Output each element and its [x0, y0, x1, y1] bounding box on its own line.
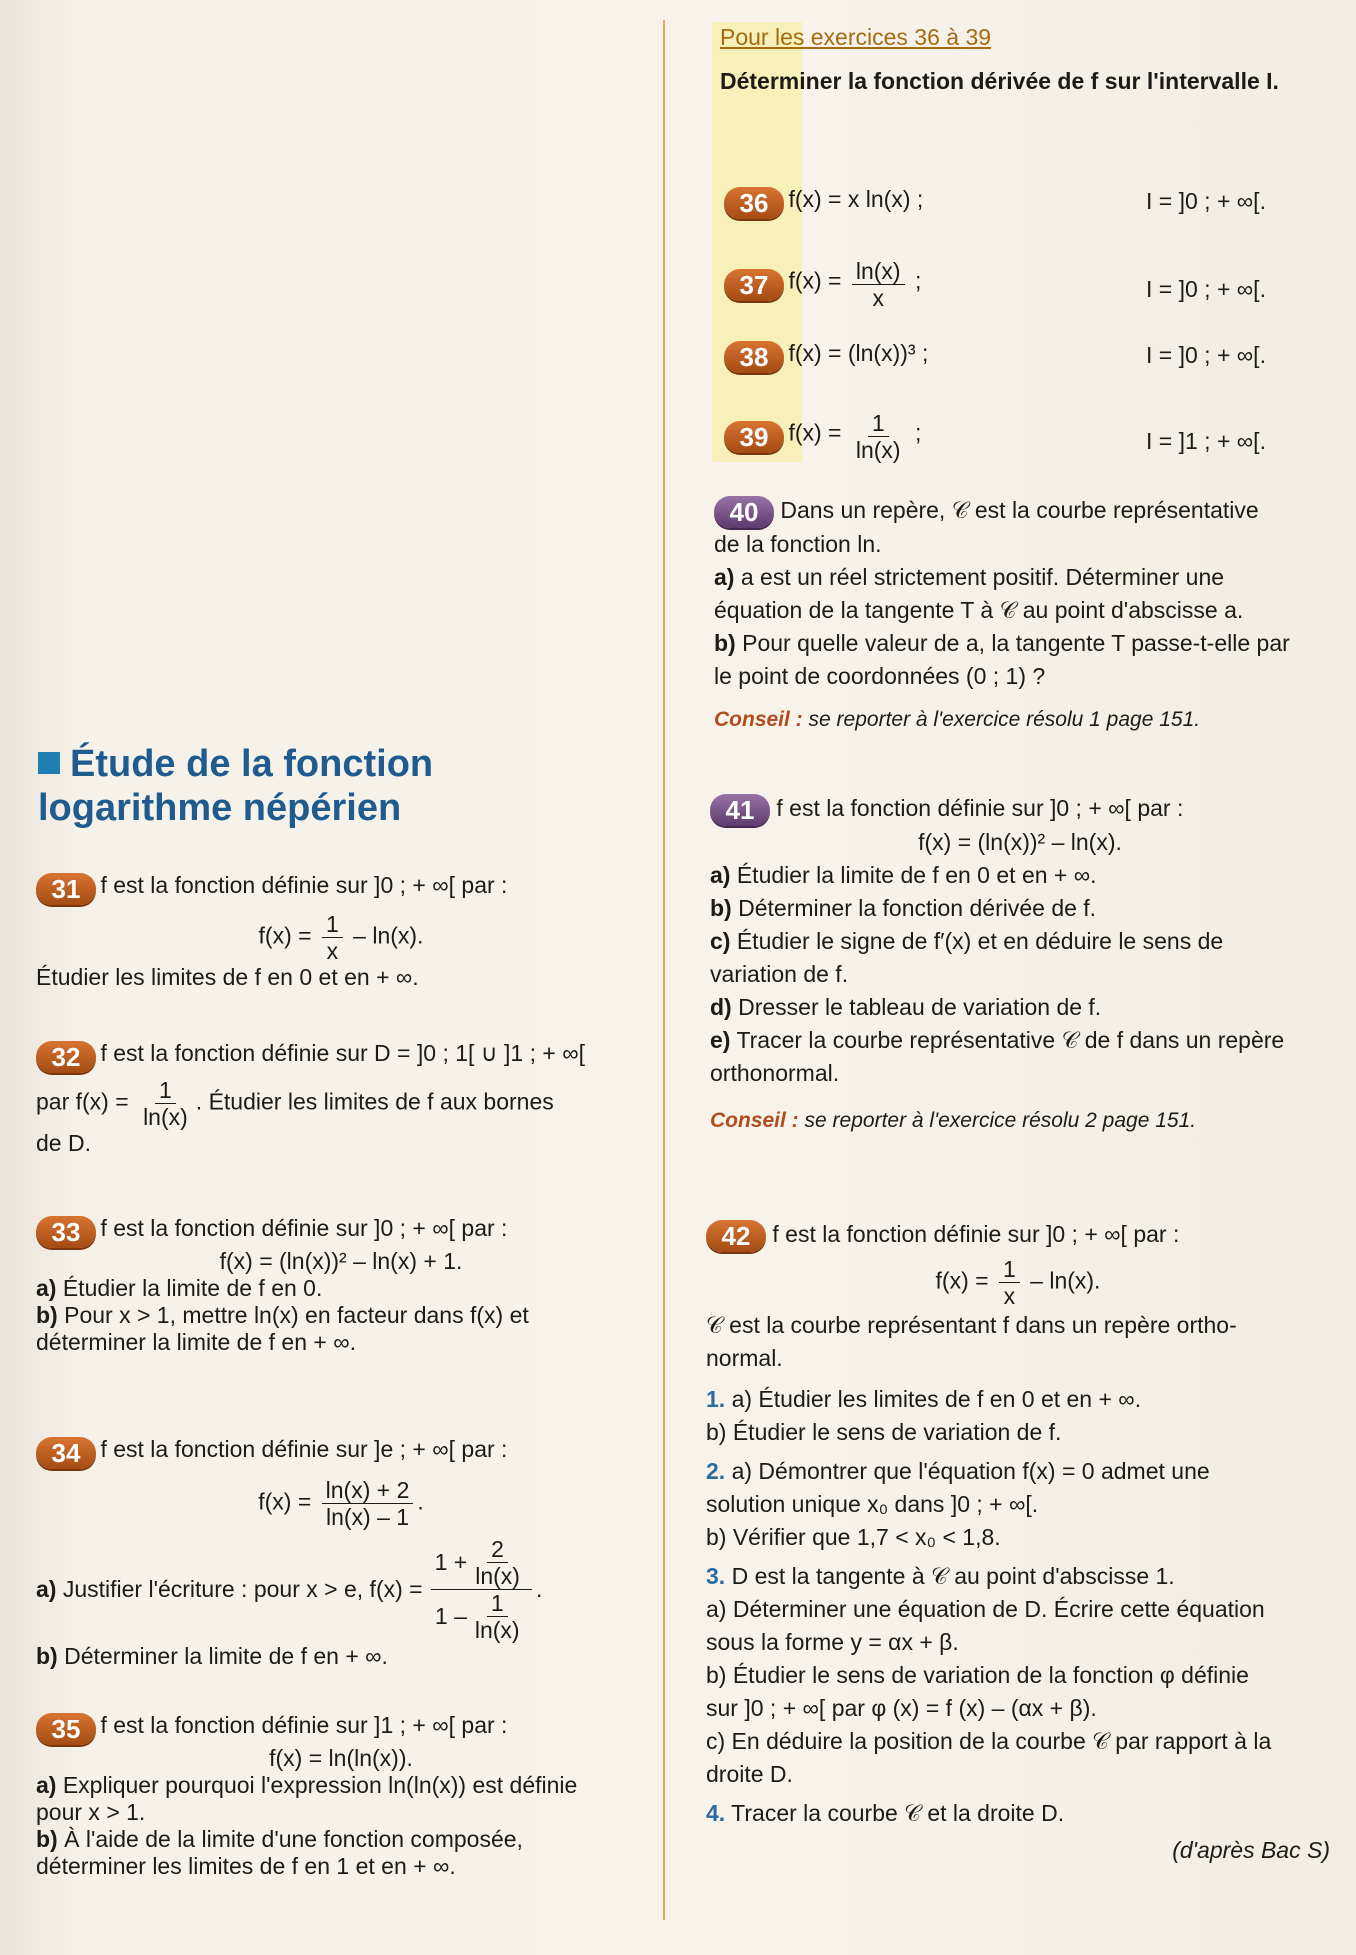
question-a: a est un réel strictement positif. Déterminer une [740, 563, 1225, 590]
fraction-denominator: x [1003, 1282, 1016, 1309]
fraction [852, 410, 905, 463]
question-1a: a) Étudier les limites de f en 0 et en + ∞. [731, 1385, 1142, 1412]
exercise-31 [36, 872, 646, 991]
question-number: 3. [706, 1562, 726, 1589]
exercise-41 [710, 792, 1330, 1137]
exercise-line [36, 1077, 646, 1130]
compound-fraction [431, 1536, 532, 1643]
exercise-formula [706, 1256, 1330, 1309]
formula-part: 1 + [434, 1549, 468, 1576]
exercise-curve-text: 𝒞 est la courbe représentant f dans un repère ortho- [706, 1311, 1237, 1338]
item-marker: b) [36, 1825, 58, 1852]
exercise-formula: f(x) = (ln(x))² – ln(x) + 1. [219, 1247, 463, 1274]
formula-part: f(x) = [258, 922, 318, 949]
question-2b: b) Vérifier que 1,7 < x₀ < 1,8. [706, 1523, 1001, 1550]
question-b: Déterminer la limite de f en + ∞. [64, 1642, 388, 1669]
question-b: Déterminer la fonction dérivée de f. [738, 894, 1097, 921]
item-marker: b) [714, 629, 736, 656]
formula-part: ; [908, 419, 922, 446]
exercise-42 [706, 1218, 1330, 1867]
exercise-intro: f est la fonction définie sur D = ]0 ; 1[ ∪ ]1 ; + ∞[ [100, 1040, 585, 1066]
item-marker: a) [36, 1771, 57, 1798]
question-a: Étudier la limite de f en 0 et en + ∞. [736, 861, 1097, 888]
item-marker: a) [36, 1575, 57, 1602]
exercise-line: de D. [36, 1129, 91, 1156]
formula-part: ; [908, 267, 922, 294]
conseil-label: Conseil : [710, 1108, 799, 1132]
item-marker: a) [710, 861, 731, 888]
exercise-formula: f(x) = ln(ln(x)). [269, 1744, 413, 1771]
question-a-cont: pour x > 1. [36, 1798, 146, 1825]
exercise-38 [724, 340, 1330, 373]
source-note: (d'après Bac S) [1172, 1836, 1330, 1863]
item-marker: a) [714, 563, 735, 590]
item-marker: b) [710, 894, 732, 921]
exercise-37 [724, 258, 1330, 311]
interval: I = ]1 ; + ∞[. [1146, 428, 1266, 454]
fraction-numerator: 1 [322, 911, 343, 938]
compound-numerator [431, 1536, 532, 1590]
exercise-number-badge: 31 [36, 873, 96, 905]
formula-part: par f(x) = [36, 1088, 136, 1115]
exercise-intro: f est la fonction définie sur ]0 ; + ∞[ par : [100, 872, 508, 898]
exercise-range-heading: Pour les exercices 36 à 39 [720, 24, 992, 50]
square-bullet-icon [38, 752, 60, 774]
exercise-number-badge: 40 [714, 496, 774, 528]
question-b: Pour x > 1, mettre ln(x) en facteur dans f(x) et [64, 1301, 529, 1328]
question-2a-cont: solution unique x₀ dans ]0 ; + ∞[. [706, 1490, 1039, 1517]
conseil-text: se reporter à l'exercice résolu 1 page 151. [808, 707, 1201, 731]
exercise-number-badge: 38 [724, 341, 784, 373]
question-e: Tracer la courbe représentative 𝒞 de f dans un repère [736, 1026, 1285, 1053]
fraction-denominator: ln(x) – 1 [325, 1503, 410, 1530]
fraction-numerator: ln(x) + 2 [322, 1477, 414, 1504]
formula-part: 1 – [434, 1603, 467, 1630]
formula-part: . Étudier les limites de f aux bornes [195, 1088, 554, 1115]
formula-part: f(x) = [258, 1488, 318, 1515]
fraction [139, 1077, 192, 1130]
exercise-formula: f(x) = x ln(x) ; [788, 186, 924, 212]
exercise-number-badge: 33 [36, 1216, 96, 1248]
fraction [999, 1256, 1020, 1309]
question-e-cont: orthonormal. [710, 1059, 840, 1086]
interval: I = ]0 ; + ∞[. [1146, 276, 1266, 302]
item-marker: b) [36, 1642, 58, 1669]
question-c-cont: variation de f. [710, 960, 849, 987]
question-b-cont: déterminer les limites de f en 1 et en + ∞. [36, 1852, 456, 1879]
question-b: Pour quelle valeur de a, la tangente T passe-t-elle par [742, 629, 1290, 656]
exercise-intro: f est la fonction définie sur ]1 ; + ∞[ par : [100, 1712, 508, 1738]
question-2a: a) Démontrer que l'équation f(x) = 0 admet une [731, 1457, 1210, 1484]
question-4: Tracer la courbe 𝒞 et la droite D. [731, 1799, 1065, 1826]
exercise-number-badge: 41 [710, 794, 770, 826]
exercise-intro: f est la fonction définie sur ]0 ; + ∞[ par : [772, 1221, 1180, 1247]
formula-part: – ln(x). [346, 922, 424, 949]
fraction-numerator: 1 [155, 1077, 176, 1104]
formula-part: – ln(x). [1023, 1267, 1101, 1294]
question-number: 2. [706, 1457, 726, 1484]
question-b-cont: déterminer la limite de f en + ∞. [36, 1328, 357, 1355]
question-3: D est la tangente à 𝒞 au point d'abscisse 1. [731, 1562, 1175, 1589]
section-title-line2: logarithme népérien [38, 787, 402, 829]
fraction-numerator: 1 [868, 410, 889, 437]
fraction [322, 911, 343, 964]
exercise-36 [724, 186, 1330, 219]
interval: I = ]0 ; + ∞[. [1146, 342, 1266, 368]
question-a: a) Justifier l'écriture : pour x > e, f(x) = 1 + $\frac{2}{\ln(x)}$ 1 – $\frac{1}{\ln(x)}$ . [36, 1535, 543, 1643]
exercise-intro: Dans un repère, 𝒞 est la courbe représentative [780, 497, 1259, 523]
fraction-denominator: ln(x) [855, 437, 901, 463]
question-3c-cont: droite D. [706, 1760, 793, 1787]
question-d: Dresser le tableau de variation de f. [738, 993, 1102, 1020]
fraction-denominator: x [872, 285, 884, 311]
fraction-numerator: 1 [487, 1590, 508, 1617]
question-a: Étudier la limite de f en 0. [62, 1274, 323, 1301]
exercise-intro: f est la fonction définie sur ]0 ; + ∞[ par : [776, 795, 1184, 821]
exercise-number-badge: 39 [724, 421, 784, 453]
item-marker: b) [36, 1301, 58, 1328]
exercise-formula: f(x) = (ln(x))² – ln(x). [918, 828, 1122, 855]
fraction-denominator: ln(x) [474, 1616, 520, 1643]
formula-part: f(x) = [935, 1267, 995, 1294]
fraction [471, 1536, 524, 1589]
exercise-intro: f est la fonction définie sur ]0 ; + ∞[ par : [100, 1215, 508, 1241]
compound-denominator [431, 1590, 532, 1643]
question-3b-cont: sur ]0 ; + ∞[ par φ (x) = f (x) – (αx + β). [706, 1694, 1097, 1721]
question-number: 4. [706, 1799, 726, 1826]
exercise-formula [36, 911, 646, 964]
exercise-39 [724, 410, 1330, 463]
fraction [852, 258, 905, 311]
fraction-numerator: 1 [999, 1256, 1020, 1283]
fraction [471, 1590, 524, 1643]
question-3a-cont: sous la forme y = αx + β. [706, 1628, 959, 1655]
exercise-34 [36, 1436, 646, 1670]
question-a: Expliquer pourquoi l'expression ln(ln(x)) est définie [62, 1771, 578, 1798]
item-marker: e) [710, 1026, 731, 1053]
section-title-line1: Étude de la fonction [70, 743, 434, 785]
question-a-text: Justifier l'écriture : pour x > e, f(x) = [62, 1575, 423, 1602]
item-marker: c) [710, 927, 731, 954]
conseil-text: se reporter à l'exercice résolu 2 page 151. [804, 1108, 1197, 1132]
section-title [38, 742, 433, 830]
exercise-number-badge: 32 [36, 1041, 96, 1073]
exercise-intro-cont: de la fonction ln. [714, 530, 882, 557]
question-b-cont: le point de coordonnées (0 ; 1) ? [714, 662, 1046, 689]
fraction-denominator: ln(x) [475, 1562, 520, 1589]
exercise-40 [714, 494, 1334, 736]
item-marker: d) [710, 993, 732, 1020]
exercise-33 [36, 1215, 646, 1356]
formula-part: f(x) = [788, 267, 848, 294]
exercise-formula: f(x) = $\frac{\ln(x) + 2}{\ln(x) - 1}$ . [258, 1476, 424, 1530]
item-marker: a) [36, 1274, 57, 1301]
question-a-cont: équation de la tangente T à 𝒞 au point d'abscisse a. [714, 596, 1244, 623]
question-3a: a) Déterminer une équation de D. Écrire cette équation [706, 1595, 1265, 1622]
question-b: À l'aide de la limite d'une fonction composée, [64, 1825, 523, 1852]
exercise-number-badge: 35 [36, 1713, 96, 1745]
fraction-numerator: ln(x) [852, 258, 905, 285]
exercise-formula: f(x) = (ln(x))³ ; [788, 340, 929, 366]
exercises-36-39-header [720, 24, 1340, 97]
question-number: 1. [706, 1385, 726, 1412]
column-divider [663, 20, 665, 1920]
exercise-intro: f est la fonction définie sur ]e ; + ∞[ par : [100, 1436, 508, 1462]
exercise-number-badge: 36 [724, 187, 784, 219]
fraction [322, 1477, 414, 1530]
interval: I = ]0 ; + ∞[. [1146, 188, 1266, 214]
exercise-question: Étudier les limites de f en 0 et en + ∞. [36, 963, 419, 990]
exercise-curve-text-cont: normal. [706, 1344, 783, 1371]
question-c: Étudier le signe de f′(x) et en déduire le sens de [736, 927, 1224, 954]
exercise-number-badge: 42 [706, 1220, 766, 1252]
fraction-numerator: 2 [487, 1536, 508, 1563]
question-3b: b) Étudier le sens de variation de la fonction φ définie [706, 1661, 1249, 1688]
exercise-number-badge: 37 [724, 269, 784, 301]
conseil-label: Conseil : [714, 707, 803, 731]
fraction-denominator: x [326, 937, 339, 964]
exercise-number-badge: 34 [36, 1437, 96, 1469]
exercise-35 [36, 1712, 646, 1880]
question-3c: c) En déduire la position de la courbe 𝒞 par rapport à la [706, 1727, 1272, 1754]
fraction-denominator: ln(x) [143, 1103, 188, 1130]
exercise-32 [36, 1040, 646, 1157]
formula-part: f(x) = [788, 419, 848, 446]
instruction-text: Déterminer la fonction dérivée de f sur l'intervalle I. [720, 68, 1279, 94]
question-1b: b) Étudier le sens de variation de f. [706, 1418, 1062, 1445]
